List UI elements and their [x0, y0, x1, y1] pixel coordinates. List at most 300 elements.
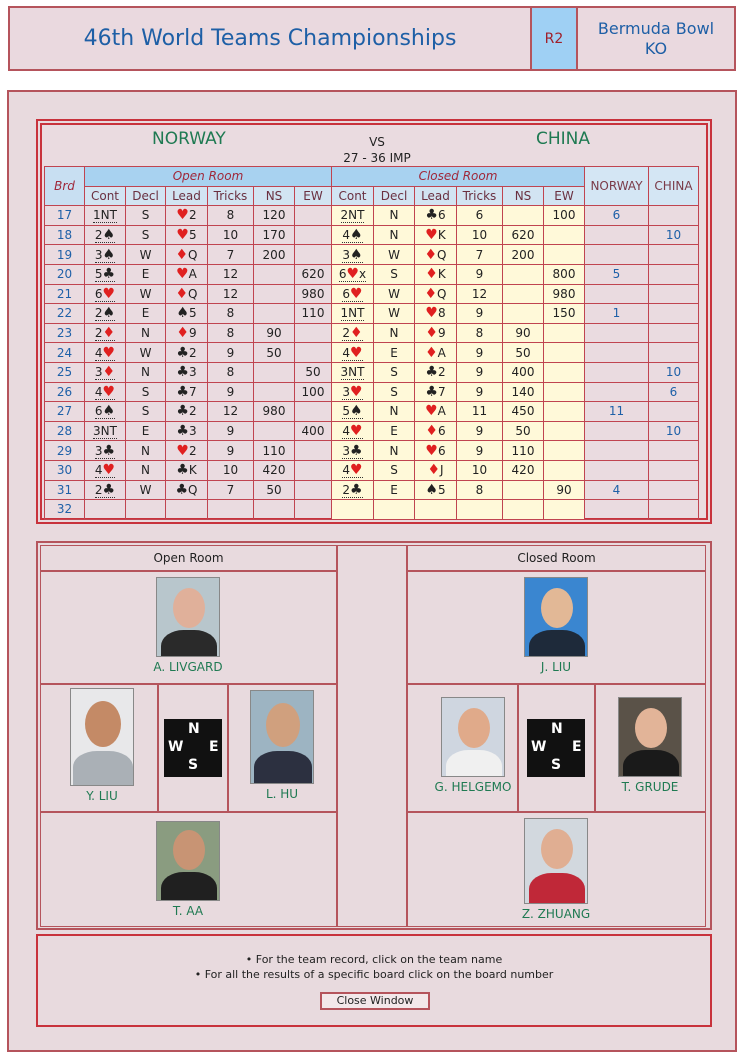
club-icon: ♣	[176, 344, 189, 361]
diamond-icon: ♦	[176, 325, 189, 342]
ew-cell: 800	[544, 264, 585, 284]
board-number-link[interactable]: 23	[45, 323, 85, 343]
ew-cell: 980	[295, 284, 332, 304]
team2-imp-cell	[649, 480, 699, 500]
team2-imp-cell	[649, 245, 699, 265]
lead-rank: 3	[188, 365, 197, 380]
tricks-cell: 9	[208, 421, 254, 441]
open-compass-icon	[164, 719, 222, 777]
declarer-cell: E	[374, 421, 415, 441]
center-divider	[337, 545, 407, 927]
contract-level: 3NT	[93, 424, 117, 439]
spade-icon: ♠	[350, 246, 363, 263]
contract-text	[342, 444, 362, 459]
lead-rank: Q	[188, 286, 198, 301]
lead-rank: 5	[437, 482, 446, 497]
lead-rank: Q	[188, 482, 198, 497]
diamond-icon: ♦	[102, 325, 116, 342]
contract-level: 4	[342, 463, 351, 478]
ew-cell	[295, 480, 332, 500]
declarer-cell: N	[374, 323, 415, 343]
team2-imp-cell	[649, 402, 699, 422]
team2-imp-cell: 10	[649, 421, 699, 441]
lead-cell	[415, 480, 457, 500]
player-photo	[618, 697, 682, 777]
lead-cell	[166, 362, 208, 382]
lead-card	[175, 248, 197, 262]
lead-cell	[415, 206, 457, 226]
club-icon: ♣	[350, 481, 363, 498]
tricks-cell: 9	[457, 421, 503, 441]
ns-cell	[254, 264, 295, 284]
declarer-cell: W	[126, 245, 166, 265]
player-photo	[156, 577, 220, 657]
lead-rank: A	[437, 345, 446, 360]
team2-imp-cell	[649, 264, 699, 284]
board-number-link[interactable]: 20	[45, 264, 85, 284]
open-col-ew: EW	[295, 186, 332, 206]
closed-south-player	[506, 818, 606, 921]
heart-icon: ♥	[176, 266, 189, 283]
closed-col-tricks: Tricks	[457, 186, 503, 206]
compass-w: W	[531, 739, 547, 755]
lead-cell	[166, 500, 208, 520]
ew-cell	[544, 441, 585, 461]
lead-rank: Q	[437, 286, 447, 301]
contract-text	[342, 228, 362, 243]
lead-rank: 5	[188, 228, 197, 243]
contract-level: 3	[94, 443, 103, 458]
table-row	[45, 480, 699, 500]
contract-text	[95, 306, 115, 321]
spade-icon: ♠	[102, 403, 116, 420]
lead-rank: A	[437, 404, 446, 419]
contract-cell	[85, 421, 126, 441]
player-photo	[524, 818, 588, 904]
lead-rank: 9	[188, 326, 197, 341]
contract-text	[95, 267, 115, 282]
closed-col-lead: Lead	[415, 186, 457, 206]
lead-card	[176, 326, 196, 340]
ew-cell	[295, 206, 332, 226]
declarer-cell: N	[126, 323, 166, 343]
note-team-record: • For the team record, click on the team name	[245, 953, 503, 966]
declarer-cell: E	[126, 264, 166, 284]
lead-cell	[415, 421, 457, 441]
team1-imp-cell: 4	[585, 480, 649, 500]
ns-cell	[503, 264, 544, 284]
closed-col-ew: EW	[544, 186, 585, 206]
vs-label: VS	[369, 135, 385, 149]
diamond-icon: ♦	[175, 285, 189, 302]
contract-level: 6	[94, 404, 103, 419]
table-row	[45, 460, 699, 480]
contract-cell	[332, 264, 374, 284]
contract-cell	[85, 245, 126, 265]
board-number-link[interactable]: 21	[45, 284, 85, 304]
ew-cell	[295, 402, 332, 422]
lead-card	[176, 306, 196, 320]
team2-imp-cell: 10	[649, 225, 699, 245]
ns-cell	[254, 284, 295, 304]
lead-cell	[166, 225, 208, 245]
compass-n: N	[551, 721, 563, 737]
board-number-link[interactable]: 18	[45, 225, 85, 245]
ew-cell	[295, 343, 332, 363]
open-col-decl: Decl	[126, 186, 166, 206]
lead-card	[176, 228, 196, 242]
lead-card	[425, 365, 445, 379]
ns-cell: 200	[503, 245, 544, 265]
contract-level: 6	[342, 286, 351, 301]
team1-imp-cell	[585, 421, 649, 441]
contract-cell	[85, 402, 126, 422]
board-number-link[interactable]: 24	[45, 343, 85, 363]
ns-cell	[254, 362, 295, 382]
contract-cell	[85, 343, 126, 363]
heart-icon: ♥	[350, 285, 363, 302]
club-icon: ♣	[425, 207, 438, 224]
lead-rank: 2	[437, 365, 446, 380]
contract-cell	[85, 480, 126, 500]
lead-rank: 7	[437, 384, 446, 399]
declarer-cell: E	[126, 304, 166, 324]
team-left-link[interactable]: NORWAY	[152, 129, 226, 149]
ew-cell	[295, 460, 332, 480]
declarer-cell: N	[374, 441, 415, 461]
player-name[interactable]: Z. ZHUANG	[521, 907, 591, 921]
contract-cell	[332, 441, 374, 461]
note-board-results: • For all the results of a specific board click on the board number	[194, 968, 554, 981]
declarer-cell	[374, 500, 415, 520]
championship-title: 46th World Teams Championships	[83, 26, 457, 51]
match-score: 27 - 36 IMP	[343, 151, 411, 165]
contract-text	[95, 326, 115, 341]
lead-card	[176, 365, 196, 379]
contract-level: 4	[94, 345, 103, 360]
lead-cell	[166, 264, 208, 284]
ns-cell	[254, 382, 295, 402]
declarer-cell: S	[374, 264, 415, 284]
ns-cell	[254, 304, 295, 324]
results-inner	[40, 123, 708, 520]
table-row	[45, 421, 699, 441]
ew-cell	[544, 460, 585, 480]
closed-compass-icon	[527, 719, 585, 777]
team1-imp-cell	[585, 382, 649, 402]
team2-imp-cell	[649, 284, 699, 304]
seating-box	[36, 541, 712, 930]
contract-level: 4	[342, 228, 351, 243]
brd-header: Brd	[45, 167, 85, 206]
lead-cell	[166, 284, 208, 304]
round-badge: R2	[530, 8, 578, 69]
compass-s: S	[551, 757, 562, 773]
ns-cell: 200	[254, 245, 295, 265]
event-name-line2: KO	[644, 38, 668, 58]
contract-cell	[85, 460, 126, 480]
team1-imp-cell: 6	[585, 206, 649, 226]
tricks-cell: 6	[457, 206, 503, 226]
contract-text	[342, 326, 362, 341]
contract-cell	[85, 206, 126, 226]
spade-icon: ♠	[102, 305, 116, 322]
team2-imp-cell: 6	[649, 382, 699, 402]
tricks-cell: 10	[208, 225, 254, 245]
diamond-icon: ♦	[427, 462, 440, 479]
team1-imp-cell	[585, 323, 649, 343]
contract-cell	[332, 225, 374, 245]
player-name[interactable]: Y. LIU	[86, 789, 118, 803]
contract-cell	[85, 500, 126, 520]
team-right-link[interactable]: CHINA	[536, 129, 591, 149]
results-table	[44, 166, 699, 520]
team1-imp-cell	[585, 500, 649, 520]
board-number-link[interactable]: 22	[45, 304, 85, 324]
lead-cell	[166, 382, 208, 402]
contract-level: 1NT	[340, 306, 365, 321]
lead-rank: 6	[437, 208, 446, 223]
declarer-cell: N	[126, 441, 166, 461]
contract-cell	[332, 362, 374, 382]
contract-text	[95, 463, 115, 478]
declarer-cell: W	[374, 304, 415, 324]
heart-icon: ♥	[102, 344, 116, 361]
board-number-link[interactable]: 27	[45, 402, 85, 422]
header-bar	[8, 6, 736, 71]
tricks-cell: 8	[208, 362, 254, 382]
diamond-icon: ♦	[424, 285, 438, 302]
compass-n: N	[188, 721, 200, 737]
ns-cell	[503, 480, 544, 500]
lead-cell	[166, 304, 208, 324]
declarer-cell: E	[374, 343, 415, 363]
lead-cell	[166, 323, 208, 343]
lead-cell	[415, 500, 457, 520]
lead-card	[176, 208, 196, 222]
heart-icon: ♥	[425, 403, 438, 420]
lead-rank: 2	[188, 208, 197, 223]
team1-imp-cell	[585, 343, 649, 363]
contract-level: 3	[342, 443, 351, 458]
lead-rank: 8	[437, 306, 446, 321]
table-row	[45, 441, 699, 461]
table-row	[45, 323, 699, 343]
closed-room-header: Closed Room	[332, 167, 585, 187]
board-number-link[interactable]: 19	[45, 245, 85, 265]
compass-e: E	[572, 739, 582, 755]
close-window-button[interactable]: Close Window	[320, 992, 430, 1010]
ew-cell: 110	[295, 304, 332, 324]
lead-rank: 3	[188, 424, 197, 439]
diamond-icon: ♦	[424, 246, 438, 263]
contract-cell	[332, 402, 374, 422]
contract-cell	[85, 441, 126, 461]
lead-card	[176, 404, 196, 418]
table-row	[45, 500, 699, 520]
club-icon: ♣	[176, 423, 189, 440]
declarer-cell: W	[126, 284, 166, 304]
team2-imp-cell	[649, 304, 699, 324]
ew-cell	[544, 382, 585, 402]
declarer-cell: W	[374, 245, 415, 265]
diamond-icon: ♦	[425, 325, 438, 342]
declarer-cell: W	[374, 284, 415, 304]
lead-cell	[166, 441, 208, 461]
ew-cell: 620	[295, 264, 332, 284]
declarer-cell: N	[374, 402, 415, 422]
contract-cell	[332, 284, 374, 304]
lead-card	[176, 463, 196, 477]
closed-col-cont: Cont	[332, 186, 374, 206]
tricks-cell: 8	[457, 323, 503, 343]
lead-cell	[415, 382, 457, 402]
lead-cell	[415, 343, 457, 363]
tricks-cell: 12	[208, 402, 254, 422]
tricks-cell: 9	[208, 382, 254, 402]
lead-card	[176, 346, 196, 360]
ew-cell	[544, 245, 585, 265]
ns-cell: 620	[503, 225, 544, 245]
team1-col-header: NORWAY	[585, 167, 649, 206]
open-south-player	[138, 821, 238, 918]
ew-cell	[295, 323, 332, 343]
heart-icon: ♥	[425, 442, 438, 459]
lead-rank: 7	[188, 384, 197, 399]
spade-icon: ♠	[102, 227, 116, 244]
declarer-cell: N	[126, 362, 166, 382]
contract-cell	[332, 206, 374, 226]
contract-cell	[332, 382, 374, 402]
player-name[interactable]: T. GRUDE	[621, 780, 679, 794]
ns-cell: 140	[503, 382, 544, 402]
declarer-cell: N	[126, 460, 166, 480]
contract-text	[95, 404, 115, 419]
lead-card	[425, 326, 445, 340]
player-name[interactable]: A. LIVGARD	[153, 660, 223, 674]
board-number-link[interactable]: 30	[45, 460, 85, 480]
board-number-link[interactable]: 28	[45, 421, 85, 441]
heart-icon: ♥	[425, 227, 438, 244]
club-icon: ♣	[176, 462, 189, 479]
team2-imp-cell	[649, 206, 699, 226]
club-icon: ♣	[350, 442, 363, 459]
tricks-cell: 9	[457, 362, 503, 382]
board-number-link[interactable]: 32	[45, 500, 85, 520]
ns-cell: 90	[503, 323, 544, 343]
board-number-link[interactable]: 26	[45, 382, 85, 402]
ns-cell	[503, 304, 544, 324]
board-number-link[interactable]: 17	[45, 206, 85, 226]
event-name-line1: Bermuda Bowl	[597, 18, 715, 38]
tricks-cell: 8	[457, 480, 503, 500]
tricks-cell: 9	[457, 382, 503, 402]
lead-rank: 6	[437, 424, 446, 439]
tricks-cell: 7	[208, 245, 254, 265]
declarer-cell: S	[126, 402, 166, 422]
contract-text	[342, 346, 362, 361]
player-name[interactable]: T. AA	[172, 904, 204, 918]
ns-cell: 400	[503, 362, 544, 382]
contract-level: 4	[342, 424, 351, 439]
lead-card	[425, 306, 445, 320]
lead-rank: 2	[188, 443, 197, 458]
ns-cell: 170	[254, 225, 295, 245]
contract-text	[95, 287, 115, 302]
contract-text	[342, 463, 362, 478]
contract-text	[95, 248, 115, 263]
ns-cell	[254, 421, 295, 441]
tricks-cell: 9	[208, 441, 254, 461]
ns-cell	[503, 206, 544, 226]
lead-card	[175, 287, 197, 301]
tricks-cell: 12	[208, 264, 254, 284]
doubled-marker: x	[359, 267, 367, 282]
closed-east-player	[600, 697, 700, 794]
lead-cell	[415, 362, 457, 382]
lead-card	[425, 424, 445, 438]
board-number-link[interactable]: 25	[45, 362, 85, 382]
lead-card	[425, 483, 445, 497]
contract-level: 2NT	[340, 208, 365, 223]
contract-text	[342, 424, 362, 439]
board-number-link[interactable]: 31	[45, 480, 85, 500]
club-icon: ♣	[425, 383, 438, 400]
player-name[interactable]: J. LIU	[540, 660, 572, 674]
lead-cell	[415, 264, 457, 284]
board-number-link[interactable]: 29	[45, 441, 85, 461]
contract-cell	[85, 362, 126, 382]
tricks-cell: 8	[208, 323, 254, 343]
diamond-icon: ♦	[102, 364, 116, 381]
contract-level: 3	[342, 384, 351, 399]
ns-cell: 420	[254, 460, 295, 480]
contract-text	[95, 444, 115, 459]
contract-level: 6	[338, 267, 347, 282]
compass-w: W	[168, 739, 184, 755]
contract-text	[95, 346, 115, 361]
ew-cell	[544, 402, 585, 422]
heart-icon: ♥	[350, 423, 363, 440]
player-photo	[70, 688, 134, 786]
tricks-cell: 12	[208, 284, 254, 304]
declarer-cell: W	[126, 480, 166, 500]
results-body	[45, 206, 699, 520]
player-name[interactable]: G. HELGEMO	[434, 780, 512, 794]
ns-cell	[503, 284, 544, 304]
player-name[interactable]: L. HU	[265, 787, 299, 801]
ew-cell	[544, 323, 585, 343]
spade-icon: ♠	[350, 227, 363, 244]
team1-imp-cell	[585, 460, 649, 480]
ew-cell	[295, 500, 332, 520]
ns-cell: 50	[254, 343, 295, 363]
open-east-player	[232, 690, 332, 801]
club-icon: ♣	[425, 364, 438, 381]
declarer-cell	[126, 500, 166, 520]
ns-cell	[503, 500, 544, 520]
team1-imp-cell: 11	[585, 402, 649, 422]
team1-imp-cell	[585, 362, 649, 382]
contract-text	[342, 385, 362, 400]
spade-icon: ♠	[176, 305, 189, 322]
contract-level: 4	[94, 463, 103, 478]
ew-cell	[544, 362, 585, 382]
contract-text	[93, 424, 117, 439]
lead-card	[176, 385, 196, 399]
closed-col-ns: NS	[503, 186, 544, 206]
heart-icon: ♥	[176, 442, 189, 459]
